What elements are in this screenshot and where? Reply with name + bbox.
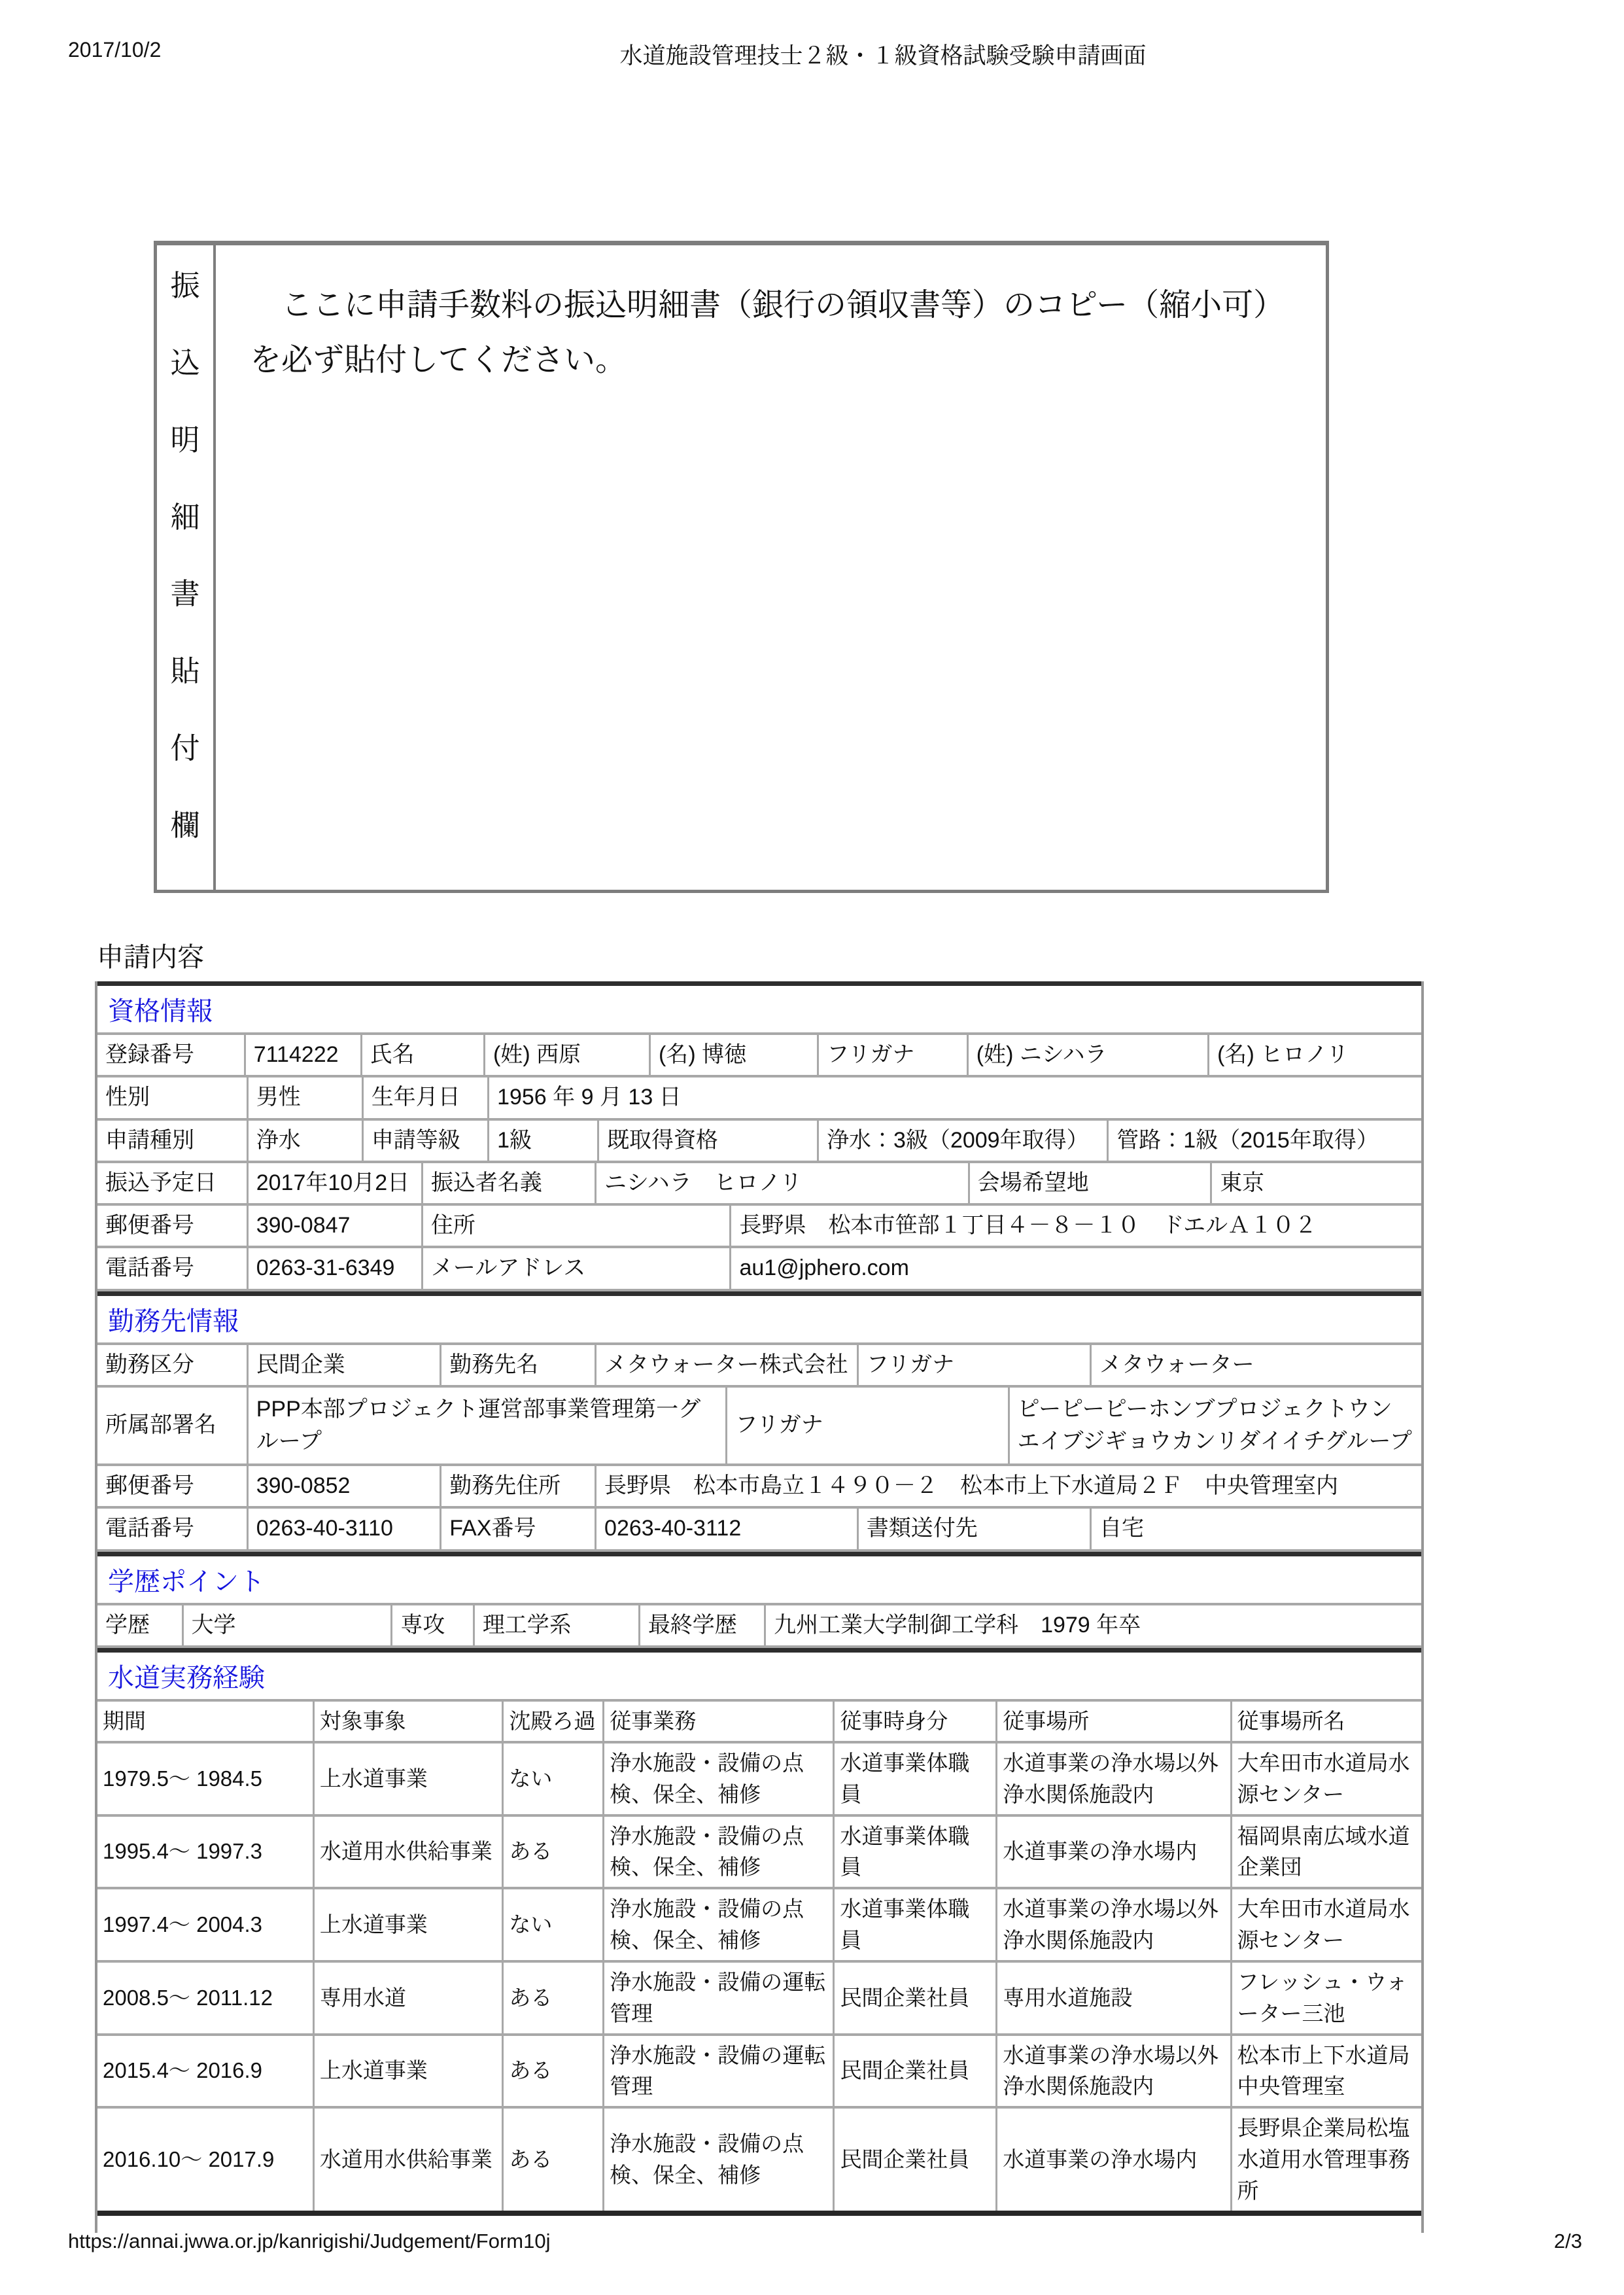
field-value: PPP本部プロジェクト運営部事業管理第一グループ <box>249 1388 728 1463</box>
field-label: 振込者名義 <box>423 1163 596 1203</box>
vertical-label-char: 明 <box>170 423 200 457</box>
section-title-workplace: 勤務先情報 <box>97 1291 1421 1345</box>
section-title-education: 学歴ポイント <box>97 1552 1421 1605</box>
field-label: 会場希望地 <box>970 1163 1212 1203</box>
cell-filtration: ない <box>504 1889 604 1960</box>
cell-place: 専用水道施設 <box>997 1963 1232 2033</box>
cell-duty: 浄水施設・設備の運転管理 <box>604 2036 835 2107</box>
field-label: 最終学歴 <box>640 1605 766 1645</box>
application-table <box>95 981 1424 2233</box>
print-footer-page-number: 2/3 <box>1553 2230 1582 2252</box>
cell-business: 上水道事業 <box>315 1889 504 1960</box>
field-label: 所属部署名 <box>97 1388 249 1463</box>
field-value: メタウォーター株式会社 <box>596 1345 859 1385</box>
field-label: 登録番号 <box>97 1035 246 1075</box>
field-value: ピーピーピーホンブプロジェクトウンエイブジギョウカンリダイイチグループ <box>1017 1396 1412 1454</box>
experience-header-row <box>97 1702 1421 1743</box>
field-label: フリガナ <box>819 1035 969 1075</box>
table-row <box>97 1466 1421 1509</box>
cell-place-name: 福岡県南広域水道企業団 <box>1237 1823 1410 1880</box>
field-label: 氏名 <box>362 1035 485 1075</box>
cell-business: 専用水道 <box>315 1963 504 2033</box>
cell-duty: 浄水施設・設備の点検、保全、補修 <box>604 1743 835 1814</box>
cell-filtration: ある <box>504 2036 604 2107</box>
field-label: 既取得資格 <box>599 1121 819 1161</box>
cell-duty: 浄水施設・設備の点検、保全、補修 <box>604 1889 835 1960</box>
field-value: 390-0852 <box>249 1466 442 1506</box>
field-value: 1級 <box>489 1121 599 1161</box>
field-value: 7114222 <box>246 1035 362 1075</box>
field-value: 自宅 <box>1099 1516 1144 1541</box>
section-title-experience: 水道実務経験 <box>97 1648 1421 1702</box>
field-label: 性別 <box>97 1077 249 1117</box>
field-label: フリガナ <box>859 1345 1092 1385</box>
cell-place: 水道事業の浄水場以外浄水関係施設内 <box>997 1743 1232 1814</box>
vertical-label-char: 振 <box>170 269 200 302</box>
cell-position: 民間企業社員 <box>835 1963 997 2033</box>
field-value: 0263-40-3110 <box>249 1509 442 1549</box>
table-row <box>97 1509 1421 1551</box>
field-value: 男性 <box>249 1077 364 1117</box>
cell-place: 水道事業の浄水場以外浄水関係施設内 <box>997 1889 1232 1960</box>
field-value: 1956 年 9 月 13 日 <box>497 1085 682 1110</box>
field-value: (姓) 西原 <box>485 1035 651 1075</box>
cell-business: 上水道事業 <box>315 1743 504 1814</box>
experience-row <box>97 1963 1421 2036</box>
column-header: 従事場所 <box>997 1702 1232 1741</box>
field-label: 申請種別 <box>97 1121 249 1161</box>
vertical-label-char: 付 <box>170 731 200 765</box>
field-label: 勤務先名 <box>441 1345 596 1385</box>
paste-instruction-line: を必ず貼付してください。 <box>250 343 627 377</box>
field-label: 郵便番号 <box>97 1466 249 1506</box>
cell-duty: 浄水施設・設備の運転管理 <box>604 1963 835 2033</box>
field-value: 大学 <box>184 1605 393 1645</box>
cell-place: 水道事業の浄水場内 <box>997 1817 1232 1887</box>
field-value: 0263-31-6349 <box>249 1248 423 1288</box>
table-row <box>97 1121 1421 1163</box>
cell-duty: 浄水施設・設備の点検、保全、補修 <box>604 2109 835 2211</box>
field-value: 民間企業 <box>249 1345 442 1385</box>
experience-row <box>97 2036 1421 2109</box>
table-row <box>97 1388 1421 1466</box>
field-label: FAX番号 <box>441 1509 596 1549</box>
field-value: 浄水：3級（2009年取得） <box>819 1121 1109 1161</box>
cell-position: 水道事業体職員 <box>835 1743 997 1814</box>
field-label: 勤務区分 <box>97 1345 249 1385</box>
field-label: 電話番号 <box>97 1248 249 1288</box>
experience-row <box>97 2109 1421 2216</box>
cell-period: 2008.5～ 2011.12 <box>97 1963 315 2033</box>
field-value: 2017年10月2日 <box>249 1163 423 1203</box>
table-row <box>97 1605 1421 1648</box>
field-label: 申請等級 <box>364 1121 489 1161</box>
cell-business: 水道用水供給事業 <box>315 1817 504 1887</box>
cell-filtration: ある <box>504 2109 604 2211</box>
field-value: 0263-40-3112 <box>596 1509 859 1549</box>
column-header: 沈殿ろ過 <box>504 1702 604 1741</box>
column-header: 従事時身分 <box>835 1702 997 1741</box>
table-row <box>97 1248 1421 1291</box>
cell-filtration: ある <box>504 1817 604 1887</box>
cell-place-name: 大牟田市水道局水源センター <box>1237 1750 1410 1806</box>
cell-period: 2016.10～ 2017.9 <box>97 2109 315 2211</box>
experience-row <box>97 1817 1421 1890</box>
cell-period: 2015.4～ 2016.9 <box>97 2036 315 2107</box>
field-label: 書類送付先 <box>859 1509 1092 1549</box>
field-value: 長野県 松本市島立１４９０－２ 松本市上下水道局２Ｆ 中央管理室内 <box>604 1473 1339 1499</box>
document-title-container <box>144 38 1622 71</box>
field-value: 390-0847 <box>249 1206 423 1246</box>
field-value: 管路：1級（2015年取得） <box>1116 1127 1379 1153</box>
field-label: 住所 <box>423 1206 732 1246</box>
vertical-label-char: 欄 <box>170 808 200 842</box>
field-value: メタウォーター <box>1099 1352 1254 1377</box>
field-value: (名) 博徳 <box>651 1035 819 1075</box>
field-value: 理工学系 <box>475 1605 640 1645</box>
field-label: 専攻 <box>392 1605 474 1645</box>
experience-row <box>97 1743 1421 1817</box>
transfer-slip-paste-box <box>154 241 1329 893</box>
cell-place: 水道事業の浄水場内 <box>997 2109 1232 2211</box>
cell-position: 民間企業社員 <box>835 2036 997 2107</box>
field-label: 振込予定日 <box>97 1163 249 1203</box>
field-label: 生年月日 <box>364 1077 489 1117</box>
cell-place-name: 長野県企業局松塩水道用水管理事務所 <box>1237 2116 1410 2203</box>
field-label: メールアドレス <box>423 1248 732 1288</box>
table-row <box>97 1345 1421 1388</box>
cell-period: 1995.4～ 1997.3 <box>97 1817 315 1887</box>
print-footer-url: https://annai.jwwa.or.jp/kanrigishi/Judgement/Form10j <box>68 2230 551 2252</box>
field-value: 九州工業大学制御工学科 1979 年卒 <box>774 1612 1141 1638</box>
column-header: 従事業務 <box>604 1702 835 1741</box>
field-value: ニシハラ ヒロノリ <box>596 1163 970 1203</box>
table-row <box>97 1206 1421 1248</box>
table-row <box>97 1077 1421 1120</box>
experience-row <box>97 1889 1421 1963</box>
cell-business: 上水道事業 <box>315 2036 504 2107</box>
field-label: 電話番号 <box>97 1509 249 1549</box>
paste-box-vertical-label <box>157 245 216 890</box>
vertical-label-char: 細 <box>170 500 200 534</box>
field-value: (姓) ニシハラ <box>969 1035 1209 1075</box>
field-value: 東京 <box>1220 1170 1265 1195</box>
vertical-label-char: 書 <box>170 577 200 611</box>
field-value: 浄水 <box>249 1121 364 1161</box>
column-header: 従事場所名 <box>1237 1708 1345 1733</box>
cell-position: 水道事業体職員 <box>835 1817 997 1887</box>
field-value: au1@jphero.com <box>739 1255 909 1281</box>
cell-duty: 浄水施設・設備の点検、保全、補修 <box>604 1817 835 1887</box>
paste-instruction-line: ここに申請手数料の振込明細書（銀行の領収書等）のコピー（縮小可） <box>250 288 1285 323</box>
vertical-label-char: 込 <box>170 345 200 379</box>
field-label: 勤務先住所 <box>441 1466 596 1506</box>
field-label: 学歴 <box>97 1605 184 1645</box>
field-value: 長野県 松本市笹部１丁目４－８－１０ ドエルＡ１０２ <box>739 1213 1317 1238</box>
table-row <box>97 1163 1421 1206</box>
column-header: 期間 <box>97 1702 315 1741</box>
cell-place: 水道事業の浄水場以外浄水関係施設内 <box>997 2036 1232 2107</box>
application-content-heading: 申請内容 <box>97 942 204 972</box>
vertical-label-char: 貼 <box>170 654 200 688</box>
cell-place-name: 松本市上下水道局中央管理室 <box>1237 2042 1410 2099</box>
cell-position: 民間企業社員 <box>835 2109 997 2211</box>
field-label: フリガナ <box>727 1388 1009 1463</box>
print-date: 2017/10/2 <box>68 38 162 61</box>
section-title-qualification: 資格情報 <box>97 981 1421 1035</box>
cell-filtration: ある <box>504 1963 604 2033</box>
column-header: 対象事象 <box>315 1702 504 1741</box>
paste-box-instructions <box>216 245 1326 890</box>
cell-position: 水道事業体職員 <box>835 1889 997 1960</box>
cell-business: 水道用水供給事業 <box>315 2109 504 2211</box>
cell-place-name: フレッシュ・ウォーター三池 <box>1237 1969 1408 2025</box>
field-label: 郵便番号 <box>97 1206 249 1246</box>
cell-period: 1997.4～ 2004.3 <box>97 1889 315 1960</box>
cell-place-name: 大牟田市水道局水源センター <box>1237 1897 1410 1953</box>
field-value: (名) ヒロノリ <box>1217 1042 1349 1067</box>
cell-period: 1979.5～ 1984.5 <box>97 1743 315 1814</box>
document-title: 水道施設管理技士２級・１級資格試験受験申請画面 <box>619 43 1147 69</box>
cell-filtration: ない <box>504 1743 604 1814</box>
table-row <box>97 1035 1421 1077</box>
